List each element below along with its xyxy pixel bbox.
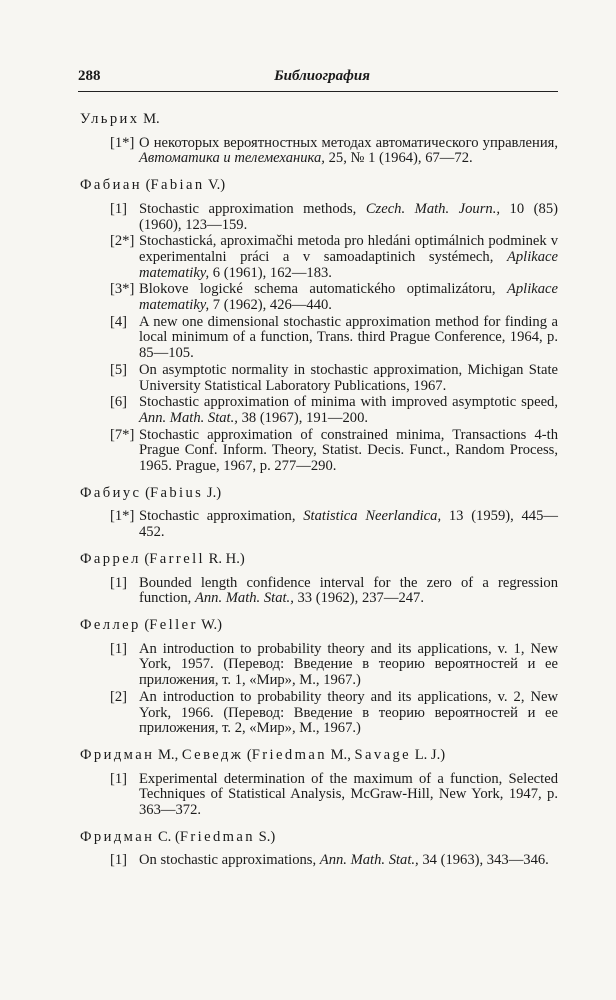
- reference-fragment: 10 (85) (1960), 123—159.: [139, 200, 558, 233]
- page-number: 288: [78, 68, 101, 84]
- reference-number: [1]: [110, 574, 128, 591]
- reference-number: [1]: [110, 770, 128, 787]
- reference-fragment: Experimental determination of the maximum of a function, Selected Techniques of Statistical Analysis, McGraw-Hill, New York, 1947, p. 363—372.: [139, 770, 558, 819]
- reference-item: [80, 428, 558, 475]
- reference-text: [139, 395, 558, 426]
- reference-fragment: On asymptotic normality in stochastic approximation, Michigan State University Statistical Laboratory Publications, 1967.: [139, 361, 558, 394]
- reference-fragment: Stochastic approximation methods,: [139, 200, 366, 217]
- reference-text: [139, 282, 558, 313]
- reference-text: [139, 234, 558, 281]
- author-latin-initials: W.): [197, 616, 223, 633]
- reference-number: [1*]: [110, 508, 135, 525]
- reference-item: [80, 772, 558, 819]
- reference-item: [80, 202, 558, 233]
- reference-number: [1]: [110, 640, 128, 657]
- reference-number: [3*]: [110, 281, 135, 298]
- reference-fragment: О некоторых вероятностных методах автоматического управления,: [139, 134, 558, 151]
- journal-title: Ann. Math. Stat.,: [139, 409, 238, 426]
- reference-number: [1*]: [110, 134, 135, 151]
- reference-fragment: 7 (1962), 426—440.: [209, 297, 332, 314]
- author-name: Фабиус: [80, 484, 142, 501]
- journal-title: Ann. Math. Stat.,: [194, 590, 294, 607]
- reference-number: [6]: [110, 394, 128, 411]
- journal-title: Автоматика и телемеханика,: [139, 150, 325, 167]
- reference-list: [80, 509, 558, 540]
- reference-item: [80, 642, 558, 689]
- reference-list: [80, 642, 558, 737]
- reference-text: [139, 576, 558, 607]
- reference-text: [139, 772, 558, 819]
- reference-text: [139, 363, 558, 394]
- reference-fragment: 33 (1962), 237—247.: [293, 590, 424, 607]
- author-initials: (: [140, 550, 150, 567]
- author-latin-name: Fabian: [150, 177, 205, 194]
- reference-fragment: Stochastic approximation,: [139, 508, 304, 525]
- author-initials: М.,: [154, 746, 182, 763]
- reference-text: [139, 428, 558, 475]
- reference-item: [80, 853, 558, 869]
- reference-fragment: An introduction to probability theory and its applications, v. 1, New York, 1957. (Перевод: Введение в теорию вероятностей и ее приложения, т. 1, «Мир», М., 1967.): [139, 640, 558, 689]
- author-heading: [80, 552, 558, 568]
- reference-list: [80, 853, 558, 869]
- author-latin-name: Feller: [149, 616, 198, 633]
- reference-number: [5]: [110, 361, 128, 378]
- reference-number: [1]: [110, 852, 128, 869]
- author-latin-initials: V.): [204, 177, 226, 194]
- reference-fragment: 38 (1967), 191—200.: [237, 409, 369, 426]
- reference-list: [80, 772, 558, 819]
- reference-fragment: Stochastic approximation of constrained minima, Transactions 4-th Prague Conf. Inform. Theory, Statist. Decis. Funct., Random Process, 1965. Prague, 1967, p. 277—290.: [139, 426, 558, 475]
- author-latin-name: Savage: [354, 746, 412, 763]
- reference-item: [80, 690, 558, 737]
- running-title: Библиография: [274, 68, 370, 84]
- author-latin-name: Friedman: [179, 828, 255, 845]
- reference-list: [80, 136, 558, 167]
- author-name: Фридман: [80, 746, 155, 763]
- reference-number: [2]: [110, 688, 128, 705]
- reference-fragment: 6 (1961), 162—183.: [209, 264, 332, 281]
- author-latin-initials: L. J.): [411, 746, 446, 763]
- reference-list: [80, 576, 558, 607]
- reference-number: [7*]: [110, 426, 135, 443]
- reference-list: [80, 202, 558, 475]
- author-name: Севедж: [181, 746, 244, 763]
- reference-item: [80, 395, 558, 426]
- reference-text: [139, 853, 558, 869]
- bibliography-list: [80, 112, 558, 880]
- reference-text: [139, 509, 558, 540]
- author-initials: С. (: [154, 828, 180, 845]
- reference-number: [4]: [110, 313, 128, 330]
- journal-title: Statistica Neerlandica,: [303, 508, 442, 525]
- reference-fragment: An introduction to probability theory and its applications, v. 2, New York, 1966. (Перевод: Введение в теорию вероятностей и ее приложения, т. 2, «Мир», М., 1967.): [139, 688, 558, 737]
- author-name: Фабиан: [80, 177, 142, 194]
- journal-title: Ann. Math. Stat.,: [319, 852, 419, 869]
- author-latin-initials: S.): [254, 828, 276, 845]
- reference-text: [139, 202, 558, 233]
- author-heading: [80, 618, 558, 634]
- reference-text: [139, 642, 558, 689]
- journal-title: Aplikace matematiky,: [139, 281, 558, 314]
- reference-item: [80, 509, 558, 540]
- author-name: Ульрих: [80, 111, 140, 127]
- reference-fragment: Stochastic approximation of minima with improved asymptotic speed,: [139, 394, 558, 411]
- reference-fragment: 34 (1963), 343—346.: [418, 852, 549, 869]
- author-heading: [80, 112, 558, 128]
- reference-text: [139, 315, 558, 362]
- header-rule: [78, 91, 558, 92]
- journal-title: Aplikace matematiky,: [139, 248, 558, 281]
- reference-number: [2*]: [110, 233, 135, 250]
- reference-fragment: A new one dimensional stochastic approximation method for finding a local minimum of a function, Trans. third Prague Conference, 1964, p. 85—105.: [139, 313, 558, 362]
- author-name: Фридман: [80, 828, 155, 845]
- reference-fragment: 13 (1959), 445—452.: [139, 508, 558, 541]
- reference-text: [139, 136, 558, 167]
- reference-item: [80, 576, 558, 607]
- reference-fragment: 25, № 1 (1964), 67—72.: [324, 150, 473, 167]
- author-initials: (: [140, 616, 150, 633]
- author-latin-name: Fabius: [149, 484, 204, 501]
- author-initials: М.: [139, 111, 160, 127]
- author-latin-name: Friedman: [251, 746, 327, 763]
- author-initials: (: [141, 177, 151, 194]
- author-heading: [80, 486, 558, 502]
- author-name: Фаррел: [80, 550, 141, 567]
- reference-fragment: On stochastic approximations,: [139, 852, 320, 869]
- reference-item: [80, 315, 558, 362]
- reference-fragment: Stochastická, aproximačhi metoda pro hledáni optimálnich podminek v experimentalni práci a v samoadaptinich systémech,: [139, 233, 558, 265]
- author-latin-initials: M.,: [326, 746, 355, 763]
- author-heading: [80, 830, 558, 846]
- reference-item: [80, 136, 558, 167]
- author-name: Феллер: [80, 616, 141, 633]
- page-header: [78, 68, 558, 85]
- reference-fragment: Blokove logické schema automatického optimalizátoru,: [139, 281, 507, 298]
- reference-item: [80, 363, 558, 394]
- author-latin-initials: J.): [203, 484, 222, 501]
- author-initials: (: [141, 484, 150, 501]
- author-heading: [80, 748, 558, 764]
- author-heading: [80, 178, 558, 194]
- reference-item: [80, 282, 558, 313]
- author-latin-name: Farrell: [149, 550, 205, 567]
- author-latin-initials: R. H.): [204, 550, 245, 567]
- author-initials: (: [243, 746, 252, 763]
- journal-title: Czech. Math. Journ.,: [365, 200, 500, 217]
- reference-fragment: Bounded length confidence interval for the zero of a regression function,: [139, 574, 558, 607]
- reference-number: [1]: [110, 200, 128, 217]
- reference-item: [80, 234, 558, 281]
- reference-text: [139, 690, 558, 737]
